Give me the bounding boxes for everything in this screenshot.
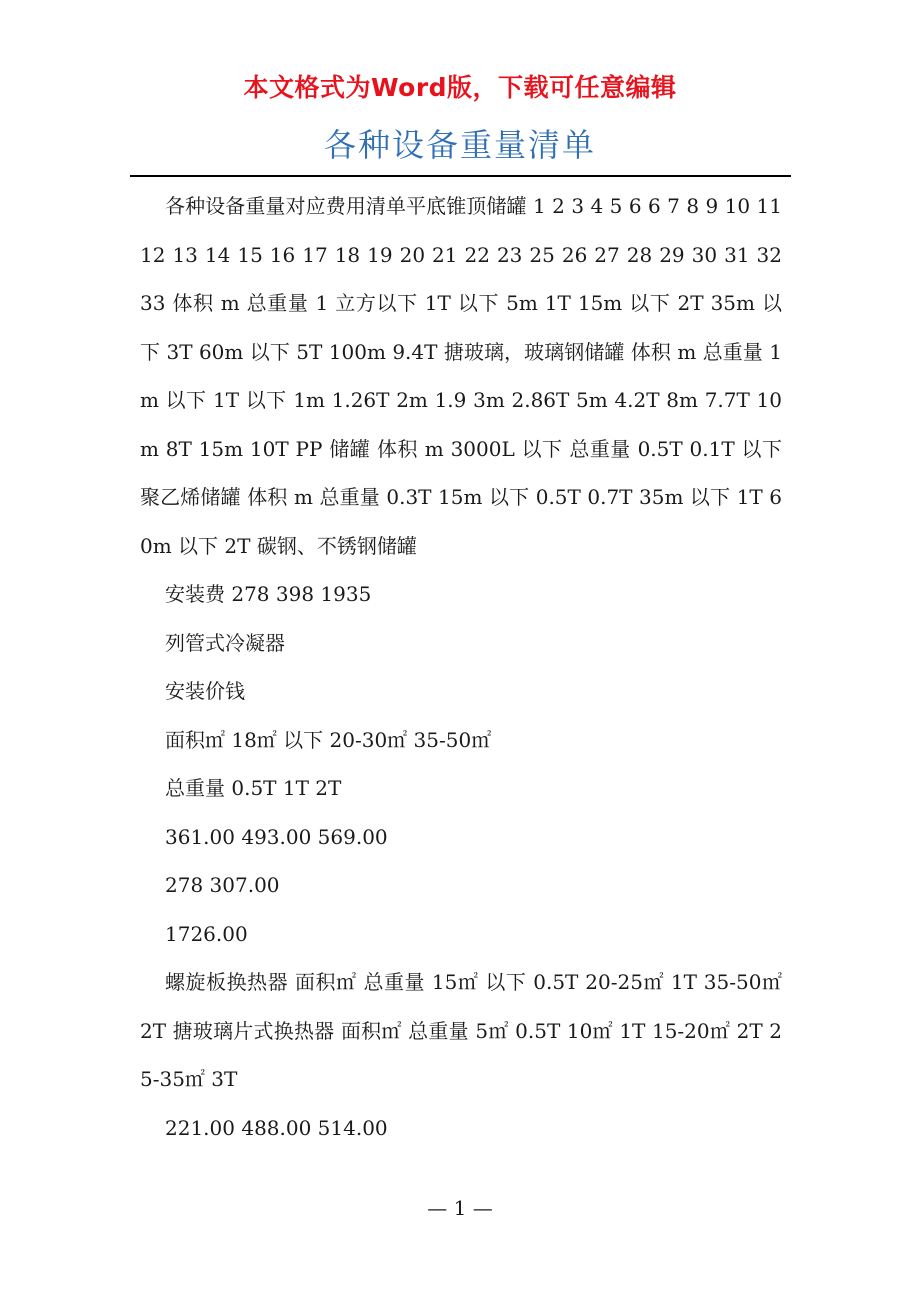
paragraph-installation-fee: 安装费 278 398 1935: [165, 582, 372, 606]
paragraph-prices-row-4: 221.00 488.00 514.00: [165, 1115, 388, 1140]
paragraph-total-weight: 总重量 0.5T 1T 2T: [165, 776, 342, 800]
paragraph-prices-row-1: 361.00 493.00 569.00: [165, 824, 388, 849]
paragraph-prices-row-3: 1726.00: [165, 921, 248, 946]
title-divider: [130, 175, 791, 177]
paragraph-equipment-weight-list: 各种设备重量对应费用清单平底锥顶储罐 1 2 3 4 5 6 6 7 8 9 10 11 12 13 14 15 16 17 18 19 20 21 22 23 25 26 27 28 29 30 31 32 33 体积 m 总重量 1 立方以下 1T 以下 5m 1T 15m 以下 2T 35m 以下 3T 60m 以下 5T 100m 9.4T 搪玻璃，玻璃钢储罐 体积 m 总重量 1m 以下 1T 以下 1m 1.26T 2m 1.9 3m 2.86T 5m 4.2T 8m 7.7T 10m 8T 15m 10T PP 储罐 体积 m 3000L 以下 总重量 0.5T 0.1T 以下 聚乙烯储罐 体积 m 总重量 0.3T 15m 以下 0.5T 0.7T 35m 以下 1T 60m 以下 2T 碳钢、不锈钢储罐: [140, 194, 782, 558]
paragraph-install-price: 安装价钱: [165, 679, 245, 703]
document-body: [140, 182, 782, 1152]
page-number: — 1 —: [427, 1196, 493, 1220]
format-notice-banner: 本文格式为Word版，下载可任意编辑: [243, 73, 677, 102]
document-title: 各种设备重量清单: [323, 126, 596, 164]
paragraph-tube-condenser: 列管式冷凝器: [165, 630, 285, 655]
paragraph-area-ranges: 面积㎡ 18㎡ 以下 20-30㎡ 35-50㎡: [165, 727, 492, 752]
paragraph-heat-exchangers: 螺旋板换热器 面积㎡ 总重量 15㎡ 以下 0.5T 20-25㎡ 1T 35-50㎡ 2T 搪玻璃片式换热器 面积㎡ 总重量 5㎡ 0.5T 10㎡ 1T 15-20㎡ 2T 25-35㎡ 3T: [140, 970, 782, 1091]
paragraph-prices-row-2: 278 307.00: [165, 873, 280, 897]
